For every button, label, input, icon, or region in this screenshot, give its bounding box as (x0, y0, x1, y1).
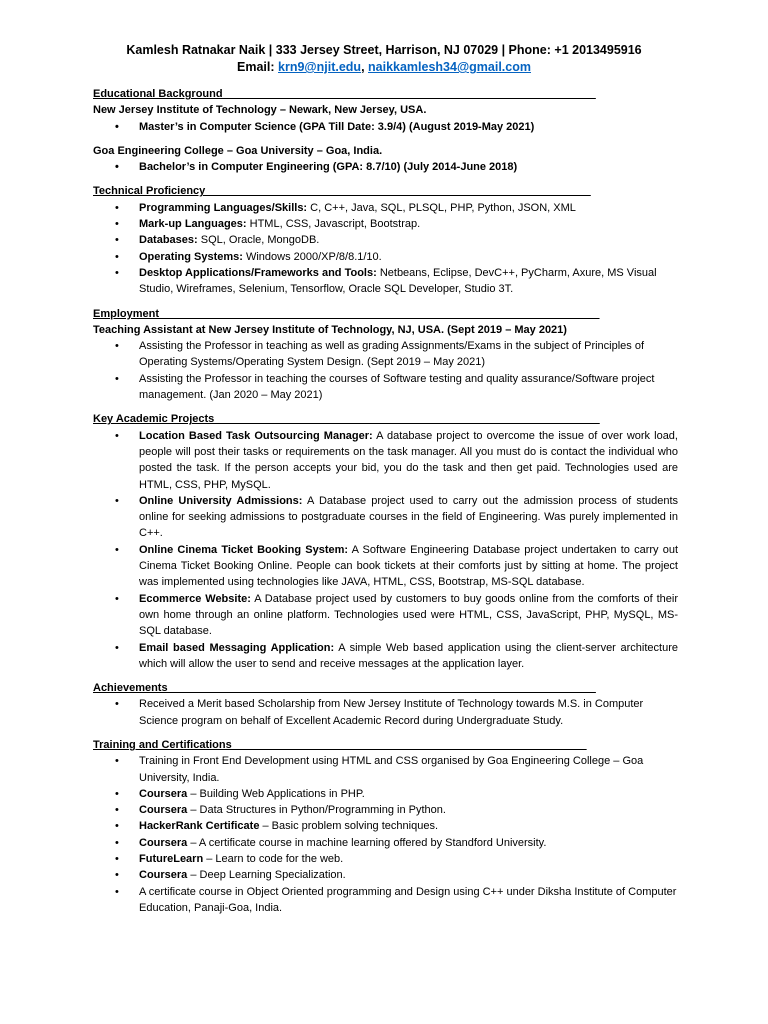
section-title-technical: Technical Proficiency_______________________________________________________________ (93, 185, 591, 198)
item-label: Coursera (139, 869, 188, 882)
item-text: Assisting the Professor in teaching as well as grading Assignments/Exams in the subject of Principles of Operating Systems/Operating System Design. (Sept 2019 – May 2021) (139, 340, 645, 369)
item-text: – A certificate course in machine learning offered by Standford University. (187, 836, 547, 849)
list-item (93, 265, 678, 298)
list-item (93, 818, 678, 834)
bullet-icon: • (115, 218, 119, 231)
list-item (93, 249, 678, 265)
bullet-icon: • (115, 836, 119, 849)
item-text: HTML, CSS, Javascript, Bootstrap. (246, 218, 421, 231)
bullet-icon: • (115, 755, 119, 768)
item-text: A simple Web based application using the client-server architecture which will allow the user to send and receive messages at the application layer. (139, 641, 678, 670)
list-item (93, 884, 678, 917)
employment-list (93, 338, 678, 403)
bullet-icon: • (115, 592, 119, 605)
bullet-icon: • (115, 698, 119, 711)
list-item (93, 786, 678, 802)
item-text: A Software Engineering Database project undertaken to carry out Cinema Ticket Booking Online. People can book tickets at their comforts just by sitting at home. The project was implemented using technologies like JAVA, HTML, CSS, Bootstrap, MS-SQL database. (139, 543, 678, 589)
section-title-employment: Employment________________________________________________________________________ (93, 307, 600, 320)
list-item (93, 696, 678, 729)
item-text: – Basic problem solving techniques. (259, 820, 438, 833)
item-text: – Deep Learning Specialization. (187, 869, 346, 882)
item-text: A certificate course in Object Oriented programming and Design using C++ under Diksha Institute of Computer Education, Panaji-Goa, India. (139, 885, 677, 914)
technical-list (93, 200, 678, 298)
list-item (93, 232, 678, 248)
item-label: Online University Admissions: (139, 494, 303, 507)
bullet-icon: • (115, 885, 119, 898)
item-label: Databases: (139, 234, 198, 247)
section-title-education: Educational Background_____________________________________________________________ (93, 88, 596, 100)
employment-position: Teaching Assistant at New Jersey Institute of Technology, NJ, USA. (Sept 2019 – May 2021) (93, 323, 567, 336)
email-link-gmail[interactable]: naikkamlesh34@gmail.com (368, 60, 531, 74)
email-separator: , (361, 60, 369, 74)
bullet-icon: • (115, 250, 119, 263)
list-item (93, 200, 678, 216)
list-item (93, 851, 678, 867)
education-school-2 (93, 143, 678, 176)
bullet-icon: • (115, 804, 119, 817)
bullet-icon: • (115, 543, 119, 556)
bullet-icon: • (115, 820, 119, 833)
email-link-njit[interactable]: krn9@njit.edu (278, 60, 362, 74)
item-label: Mark-up Languages: (139, 218, 247, 231)
school-name: New Jersey Institute of Technology – Newark, New Jersey, USA. (93, 104, 427, 117)
item-label: Programming Languages/Skills: (139, 201, 308, 214)
item-text: A database project to overcome the issue of over work load, people will post their tasks or requirements on the task manager. All you must do is contact the individual who posted the task. If the person accepts your bid, you do the task and then get paid. Technologies used are HTML, CSS, PHP, MySQL. (139, 429, 678, 491)
item-label: Location Based Task Outsourcing Manager: (139, 429, 373, 442)
bullet-icon: • (115, 120, 119, 133)
item-label: Ecommerce Website: (139, 592, 251, 605)
email-line (0, 59, 768, 76)
degree-text: Master’s in Computer Science (GPA Till Date: 3.9/4) (August 2019-May 2021) (139, 120, 535, 133)
item-label: FutureLearn (139, 853, 204, 866)
bullet-icon: • (115, 494, 119, 507)
item-label: Operating Systems: (139, 250, 243, 263)
section-title-projects: Key Academic Projects_______________________________________________________________ (93, 413, 600, 426)
list-item (93, 371, 678, 404)
list-item (93, 591, 678, 640)
bullet-icon: • (115, 869, 119, 882)
degree-text: Bachelor’s in Computer Engineering (GPA: 8.7/10) (July 2014-June 2018) (139, 161, 518, 174)
bullet-icon: • (115, 641, 119, 654)
resume-body (93, 86, 678, 916)
bullet-icon: • (115, 372, 119, 385)
bullet-icon: • (115, 787, 119, 800)
item-text: – Building Web Applications in PHP. (187, 787, 365, 800)
list-item (93, 216, 678, 232)
item-text: Received a Merit based Scholarship from New Jersey Institute of Technology towards M.S. in Computer Science program on behalf of Excellent Academic Record during Undergraduate Study. (139, 698, 644, 727)
item-text: Assisting the Professor in teaching the courses of Software testing and quality assurance/Software project management. (Jan 2020 – May 2021) (139, 372, 655, 402)
item-text: A Database project used to carry out the admission process of students online for seeking admissions to postgraduate courses in the field of Engineering. Was purely implemented in C++. (139, 494, 678, 540)
bullet-icon: • (115, 340, 119, 353)
education-school-1 (93, 102, 678, 135)
projects-list (93, 428, 678, 672)
item-label: Coursera (139, 787, 188, 800)
item-label: Desktop Applications/Frameworks and Tools: (139, 266, 377, 279)
list-item (93, 338, 678, 371)
section-title-training: Training and Certifications__________________________________________________________ (93, 738, 587, 751)
list-item (93, 867, 678, 883)
resume-header (0, 0, 768, 76)
item-label: Online Cinema Ticket Booking System: (139, 543, 349, 556)
contact-line: Kamlesh Ratnakar Naik | 333 Jersey Street, Harrison, NJ 07029 | Phone: +1 2013495916 (126, 43, 642, 57)
item-text: SQL, Oracle, MongoDB. (197, 234, 320, 247)
item-label: HackerRank Certificate (139, 820, 260, 833)
list-item (93, 802, 678, 818)
item-label: Coursera (139, 804, 188, 817)
list-item (93, 493, 678, 542)
bullet-icon: • (115, 234, 119, 247)
item-text: – Learn to code for the web. (203, 853, 344, 866)
item-text: Windows 2000/XP/8/8.1/10. (242, 250, 382, 263)
training-list (93, 753, 678, 916)
degree-item (93, 159, 678, 175)
school-name: Goa Engineering College – Goa University – Goa, India. (93, 144, 383, 157)
bullet-icon: • (115, 853, 119, 866)
item-text: Training in Front End Development using HTML and CSS organised by Goa Engineering College – Goa University, India. (139, 755, 644, 784)
item-text: A Database project used by customers to buy goods online from the comforts of their own home through an online platform. Technologies used were HTML, CSS, JavaScript, PHP, MySQL, MS-SQL database. (139, 592, 678, 638)
item-label: Coursera (139, 836, 188, 849)
item-label: Email based Messaging Application: (139, 641, 335, 654)
bullet-icon: • (115, 161, 119, 174)
list-item (93, 428, 678, 493)
bullet-icon: • (115, 266, 119, 279)
degree-item (93, 119, 678, 135)
list-item (93, 640, 678, 673)
list-item (93, 542, 678, 591)
bullet-icon: • (115, 201, 119, 214)
email-label: Email: (237, 60, 279, 74)
item-text: Netbeans, Eclipse, DevC++, PyCharm, Axure, MS Visual Studio, Wireframes, Selenium, Tensorflow, Oracle SQL Developer, Studio 3T. (139, 266, 657, 296)
list-item (93, 835, 678, 851)
section-title-achievements: Achievements______________________________________________________________________ (93, 682, 596, 695)
item-text: C, C++, Java, SQL, PLSQL, PHP, Python, JSON, XML (307, 201, 576, 214)
achievements-list (93, 696, 678, 729)
list-item (93, 753, 678, 786)
item-text: – Data Structures in Python/Programming in Python. (187, 804, 446, 817)
bullet-icon: • (115, 429, 119, 442)
